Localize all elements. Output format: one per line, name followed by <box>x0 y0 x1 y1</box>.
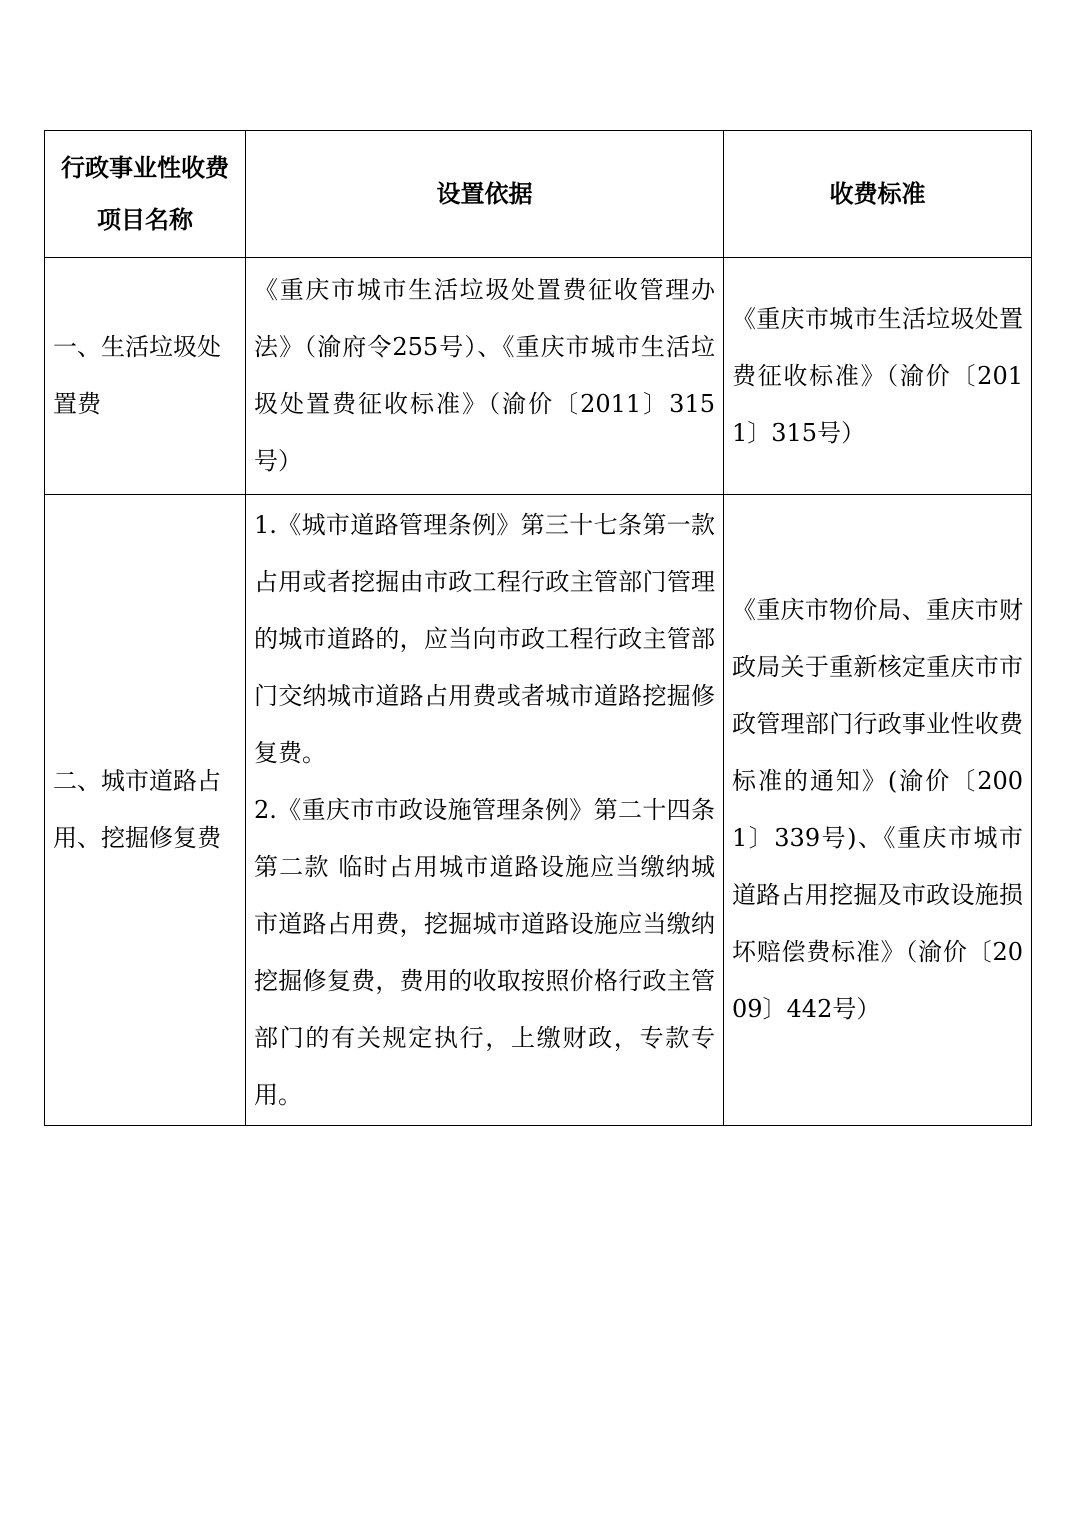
header-standard: 收费标准 <box>724 131 1032 258</box>
table-row <box>45 495 1032 1126</box>
basis-paragraph: 1.《城市道路管理条例》第三十七条第一款 占用或者挖掘由市政工程行政主管部门管理的城市道路的，应当向市政工程行政主管部门交纳城市道路占用费或者城市道路挖掘修复费。 <box>254 510 715 767</box>
basis-paragraph: 《重庆市城市生活垃圾处置费征收管理办法》（渝府令255号）、《重庆市城市生活垃圾处置费征收标准》（渝价〔2011〕315号） <box>254 276 715 475</box>
basis-cell <box>246 495 724 1126</box>
standard-cell: 《重庆市物价局、重庆市财政局关于重新核定重庆市市政管理部门行政事业性收费标准的通知》(渝价〔2001〕339号)、《重庆市城市道路占用挖掘及市政设施损坏赔偿费标准》（渝价〔2009〕442号） <box>724 495 1032 1126</box>
standard-cell: 《重庆市城市生活垃圾处置费征收标准》（渝价〔2011〕315号） <box>724 258 1032 495</box>
header-item-name: 行政事业性收费项目名称 <box>45 131 246 258</box>
fee-table <box>44 130 1032 1126</box>
item-name-cell: 二、城市道路占用、挖掘修复费 <box>45 495 246 1126</box>
item-name-cell: 一、生活垃圾处置费 <box>45 258 246 495</box>
header-basis: 设置依据 <box>246 131 724 258</box>
table-row <box>45 258 1032 495</box>
basis-paragraph: 2.《重庆市市政设施管理条例》第二十四条第二款 临时占用城市道路设施应当缴纳城市道路占用费，挖掘城市道路设施应当缴纳挖掘修复费，费用的收取按照价格行政主管部门的有关规定执行，上缴财政，专款专用。 <box>254 795 715 1109</box>
basis-cell <box>246 258 724 495</box>
table-header-row <box>45 131 1032 258</box>
